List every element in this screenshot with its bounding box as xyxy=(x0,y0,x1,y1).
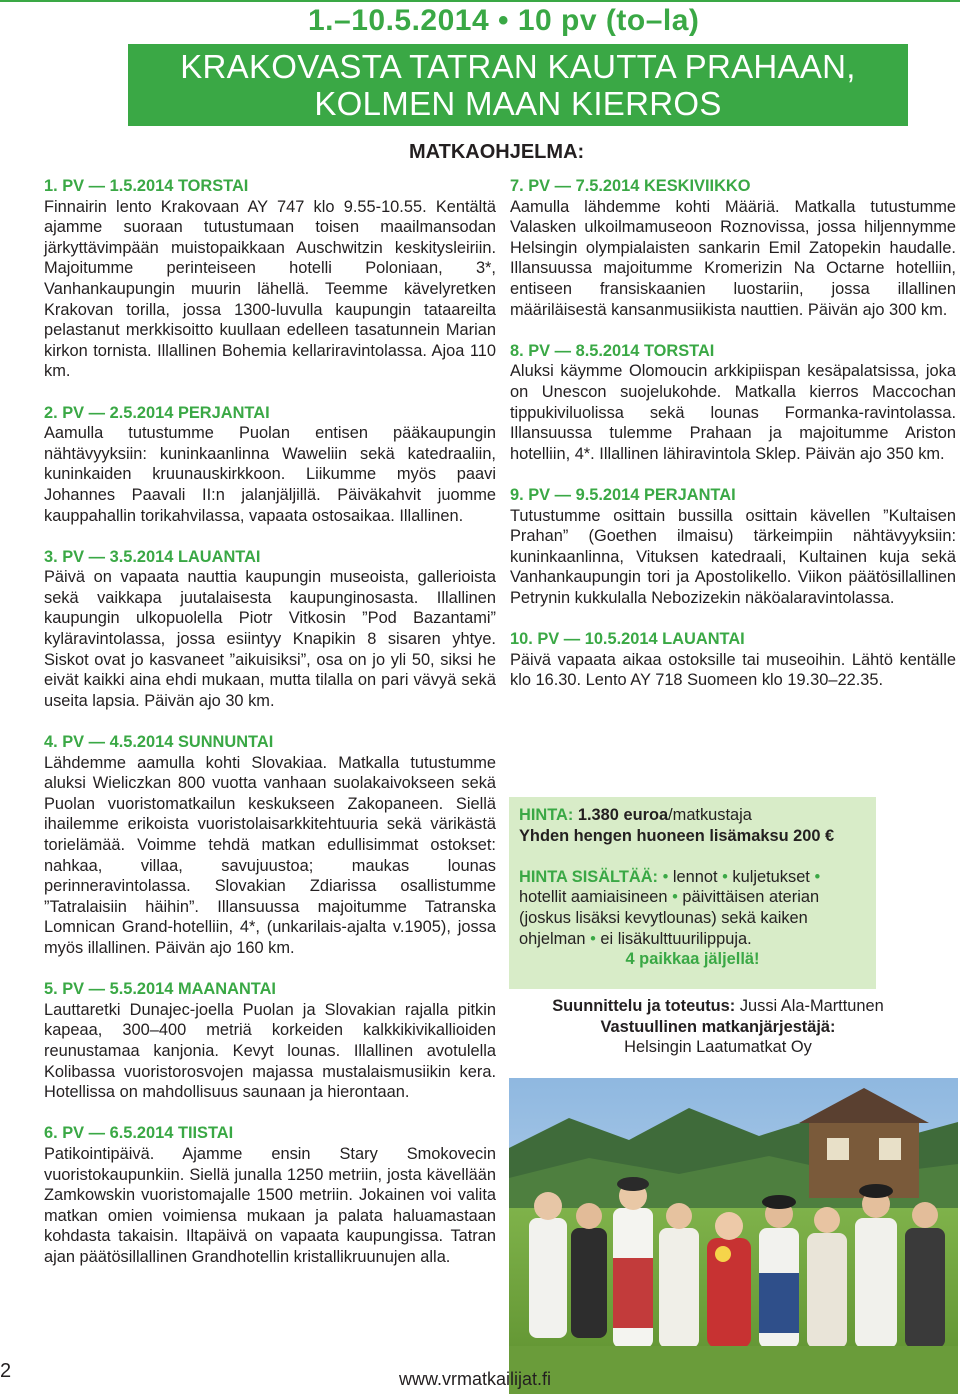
single-room-supplement: Yhden hengen huoneen lisämaksu 200 € xyxy=(519,826,835,845)
day-heading: 2. PV — 2.5.2014 PERJANTAI xyxy=(44,403,270,422)
day-2 xyxy=(44,403,496,527)
bullet-icon: • xyxy=(662,867,669,886)
title-line-1: KRAKOVASTA TATRAN KAUTTA PRAHAAN, xyxy=(180,48,856,85)
day-text: Aamulla lähdemme kohti Määriä. Matkalla tutustumme Valasken ulkoilmamuseoon Roznovissa, jossa hiljennymme Helsingin olympialaisten sankarin Emil Zatopekin haudalle. Illansuussa majoitumme Kromerizin Na Octarne hotelliin, entiseen fransiskaanien luostariin, jossa illallinen määriläisestä kansanmusiikista nauttien. Päivän ajo 300 km. xyxy=(510,197,956,319)
website-link[interactable]: www.vrmatkailijat.fi xyxy=(399,1369,552,1389)
organizer-name: Helsingin Laatumatkat Oy xyxy=(624,1038,812,1057)
day-heading: 6. PV — 6.5.2014 TIISTAI xyxy=(44,1124,234,1143)
day-heading: 1. PV — 1.5.2014 TORSTAI xyxy=(44,177,249,195)
day-text: Tutustumme osittain bussilla osittain kävellen ”Kultaisen Prahan” (Goethen ilmaisu) tärkeimpiin nähtävyyksiin: kuninkaanlinna, Vituksen katedraali, Kultainen kuja sekä Vanhankaupungin tori ja Apostolikello. Viikon päätösillallinen Petrynin kukkulalla Nebozizekin näköalaravintolassa. xyxy=(510,506,956,607)
spacer xyxy=(519,846,866,867)
day-text: Lähdemme aamulla kohti Slovakiaa. Matkalla tutustumme aluksi Wieliczkan 800 vuotta vanhaan suolakaivokseen sekä Puolan vuoristomatkailun keskukseen Zakopaneen. Siellä ihailemme erikoista vuoristolaisarkkitehtuuria sekä värikästä torielämää. Voimme tehdä matkan edullisimmat ostokset: nahkaa, villaa, savujuustoa; maukas lounas perinneravintolassa. Slovakian Zdiarissa osallistumme ”Tatralaisiin häihin”. Illansuussa majoitumme Tatranska Lomnican Grand-hotelliin, 4*, (unkarilais-ajalta v.1905), jossa myös illallinen. Päivän ajo 160 km. xyxy=(44,753,496,957)
group-photo xyxy=(509,1078,958,1394)
planner-name: Jussi Ala-Marttunen xyxy=(739,997,884,1015)
itinerary-left-column xyxy=(44,176,496,1288)
day-text: Päivä vapaata aikaa ostoksille tai museoihin. Lähtö kentälle klo 16.30. Lento AY 718 Suomeen klo 19.30–22.35. xyxy=(510,650,956,690)
date-line: 1.–10.5.2014 • 10 pv (to–la) xyxy=(308,4,700,37)
day-text: Finnairin lento Krakovaan AY 747 klo 9.55-10.55. Kentältä ajamme suoraan tutustumaan toisen maailmansodan järkyttävimpään muistopaikkaan Auschwitzin keskitysleiriin. Majoitumme perinteiseen hotelli Poloniaan, 3*, Vanhankaupungin muurin lähellä. Teemme kävelyretken Krakovan torilla, jossa 1300-luvulla kaupungin tataareilta pelastanut merkkisoitto kuullaan edelleen tasatunnein Marian kirkon tornista. Illallinen Bohemia kellariravintolassa. Ajoa 110 km. xyxy=(44,197,496,381)
price-line xyxy=(519,805,866,826)
price-label: HINTA: xyxy=(519,806,574,824)
price-amount: 1.380 euroa xyxy=(577,806,669,824)
places-left: 4 paikkaa jäljellä! xyxy=(625,950,760,969)
planner-label: Suunnittelu ja toteutus: xyxy=(552,997,736,1015)
includes-label: HINTA SISÄLTÄÄ: xyxy=(519,867,658,886)
itinerary-right-column xyxy=(510,176,956,711)
page-header xyxy=(0,0,960,126)
day-heading: 3. PV — 3.5.2014 LAUANTAI xyxy=(44,547,261,566)
day-7 xyxy=(510,176,956,320)
organizer-label: Vastuullinen matkanjärjestäjä: xyxy=(600,1017,836,1036)
page-number: 2 xyxy=(0,1360,12,1382)
day-6 xyxy=(44,1123,496,1267)
day-text: Päivä on vapaata nauttia kaupungin museoista, gallerioista sekä vaikkapa juutalaisesta kaupunginosasta. Illallinen kaupungin ulkopuolella Piotr Vitkosin ”Pod Bazantami” kyläravintolassa, jossa esiintyy Knapikin 8 sisaren yhtye. Siskot ovat jo kasvaneet ”aikuisiksi”, osa on jo yli 50, siksi he eivät kaikki aina ehdi mukaan, mutta tilalla on pari vävyä sekä useita lapsia. Päivän ajo 30 km. xyxy=(44,568,496,710)
bullet-icon: • xyxy=(590,929,596,948)
day-heading: 9. PV — 9.5.2014 PERJANTAI xyxy=(510,485,736,504)
day-heading: 8. PV — 8.5.2014 TORSTAI xyxy=(510,341,715,360)
day-text: Aluksi käymme Olomoucin arkkipiispan kesäpalatsissa, joka on Unescon suojelukohde. Matkalla kierros Maccochan tippukiviluolissa sekä lounas Formanka-ravintolassa. Illansuussa tulemme Prahaan ja majoitumme Ariston hotelliin, 4*. Illallinen lähiravintola Sklep. Päivän ajo 350 km. xyxy=(510,362,956,463)
day-heading: 5. PV — 5.5.2014 MAANANTAI xyxy=(44,980,276,999)
includes-item: kuljetukset xyxy=(732,867,810,886)
planner-line xyxy=(509,996,927,1017)
includes-item: lennot xyxy=(672,867,718,886)
day-9 xyxy=(510,485,956,609)
day-8 xyxy=(510,341,956,465)
title-line-2: KOLMEN MAAN KIERROS xyxy=(314,85,722,122)
day-heading: 4. PV — 4.5.2014 SUNNUNTAI xyxy=(44,733,274,752)
includes-item: ei lisäkulttuurilippuja. xyxy=(600,929,752,948)
day-text: Lauttaretki Dunajec-joella Puolan ja Slovakian rajalla pitkin kapeaa, 300–400 metriä korkeiden kalkkikivikallioiden reunustamaa kanjonia. Kevyt lounas. Illallinen avotulella Kolibassa vuoristorosvojen majassa mustalaismusiikin kera. Hotellissa on mahdollisuus saunaan ja hierontaan. xyxy=(44,1000,496,1102)
program-label: MATKAOHJELMA: xyxy=(409,141,585,163)
includes-item: päivittäisen aterian (joskus lisäksi kevytlounas) sekä kaiken ohjelman xyxy=(519,888,820,948)
day-text: Aamulla tutustumme Puolan entisen pääkaupungin nähtävyyksiin: kuninkaanlinna Waweliin sekä katedraaliin, kuninkaiden kruunauskirkkoon. Liikumme myös paavi Johannes Paavali II:n jalanjäljillä. Päiväkahvit juomme kauppahallin torikahvilassa, vapaata ostosaikaa. Illallinen. xyxy=(44,424,496,525)
day-10 xyxy=(510,629,956,691)
price-box xyxy=(509,797,876,989)
day-3 xyxy=(44,547,496,712)
day-5 xyxy=(44,979,496,1103)
credits xyxy=(509,996,927,1058)
bullet-icon: • xyxy=(672,888,678,907)
day-1 xyxy=(44,176,496,382)
day-heading: 7. PV — 7.5.2014 KESKIVIIKKO xyxy=(510,177,751,195)
day-4 xyxy=(44,732,496,959)
day-heading: 10. PV — 10.5.2014 LAUANTAI xyxy=(510,630,745,649)
day-text: Patikointipäivä. Ajamme ensin Stary Smokovecin vuoristokaupunkiin. Siellä junalla 1250 metriin, josta kävellään Zamkowskin vuoristomajalle 1500 metriin. Jokainen voi valita matkan omien voimiensa mukaan ja palata haluamastaan kohdasta takaisin. Iltapäivä on vapaata kaupungissa. Tatran ajan päätösillallinen Grandhotellin kristallikruunujen alla. xyxy=(44,1144,496,1266)
bullet-icon: • xyxy=(814,867,821,886)
includes-item: hotellit aamiaisineen xyxy=(519,888,668,907)
price-unit: /matkustaja xyxy=(668,806,752,824)
title-banner xyxy=(128,44,908,126)
includes-list xyxy=(519,867,866,949)
bullet-icon: • xyxy=(722,867,728,886)
